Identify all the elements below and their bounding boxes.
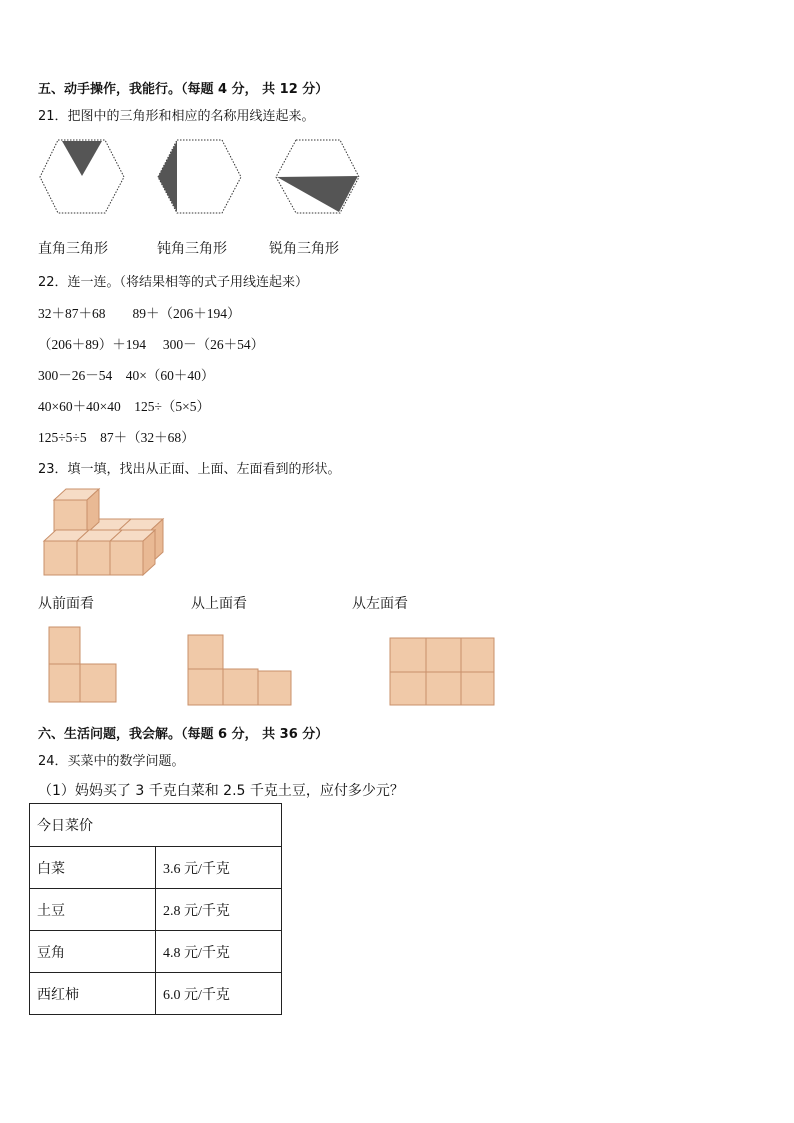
obtuse-triangle-shape <box>158 141 177 212</box>
table-cell-item: 豆角 <box>30 931 156 973</box>
triangle-name-acute: 锐角三角形 <box>269 241 339 257</box>
question-24-sub1: （1）妈妈买了 3 千克白菜和 2.5 千克土豆，应付多少元？ <box>38 783 404 799</box>
hexagon-3 <box>276 140 359 213</box>
question-21-text: 21．把图中的三角形和相应的名称用线连起来。 <box>38 109 315 124</box>
table-cell-price: 6.0 元/千克 <box>156 973 282 1015</box>
section-heading-6: 六、生活问题，我会解。（每题 6 分， 共 36 分） <box>38 727 329 742</box>
expression-row-1: 32＋87＋68 89＋（206＋194） <box>38 306 241 321</box>
table-cell-price: 2.8 元/千克 <box>156 889 282 931</box>
table-row <box>30 847 282 889</box>
right-triangle-shape <box>62 141 102 176</box>
expression-row-4: 40×60＋40×40 125÷（5×5） <box>38 399 210 414</box>
hexagon-1 <box>40 140 124 213</box>
table-cell-item: 土豆 <box>30 889 156 931</box>
table-row <box>30 973 282 1015</box>
expression-row-5: 125÷5÷5 87＋（32＋68） <box>38 430 195 445</box>
table-cell-item: 白菜 <box>30 847 156 889</box>
expression-row-2: （206＋89）＋194 300－（26＋54） <box>38 337 265 352</box>
question-22-text: 22．连一连。（将结果相等的式子用线连起来） <box>38 275 309 290</box>
price-table <box>29 803 282 1015</box>
question-23-text: 23．填一填，找出从正面、上面、左面看到的形状。 <box>38 462 341 477</box>
table-cell-price: 4.8 元/千克 <box>156 931 282 973</box>
view-label-top: 从上面看 <box>191 596 247 612</box>
table-row <box>30 889 282 931</box>
acute-triangle-shape <box>277 176 358 212</box>
view-label-front: 从前面看 <box>38 596 94 612</box>
triangle-name-right: 直角三角形 <box>38 241 108 257</box>
table-row <box>30 931 282 973</box>
expression-row-3: 300－26－54 40×（60＋40） <box>38 368 215 383</box>
question-24-text: 24．买菜中的数学问题。 <box>38 754 185 769</box>
table-cell-item: 西红柿 <box>30 973 156 1015</box>
triangle-name-obtuse: 钝角三角形 <box>157 241 227 257</box>
table-row <box>30 804 282 847</box>
table-title: 今日菜价 <box>30 804 282 847</box>
section-heading-5: 五、动手操作，我能行。（每题 4 分， 共 12 分） <box>38 82 329 97</box>
hexagon-2 <box>158 140 241 213</box>
view-label-left: 从左面看 <box>352 596 408 612</box>
table-cell-price: 3.6 元/千克 <box>156 847 282 889</box>
